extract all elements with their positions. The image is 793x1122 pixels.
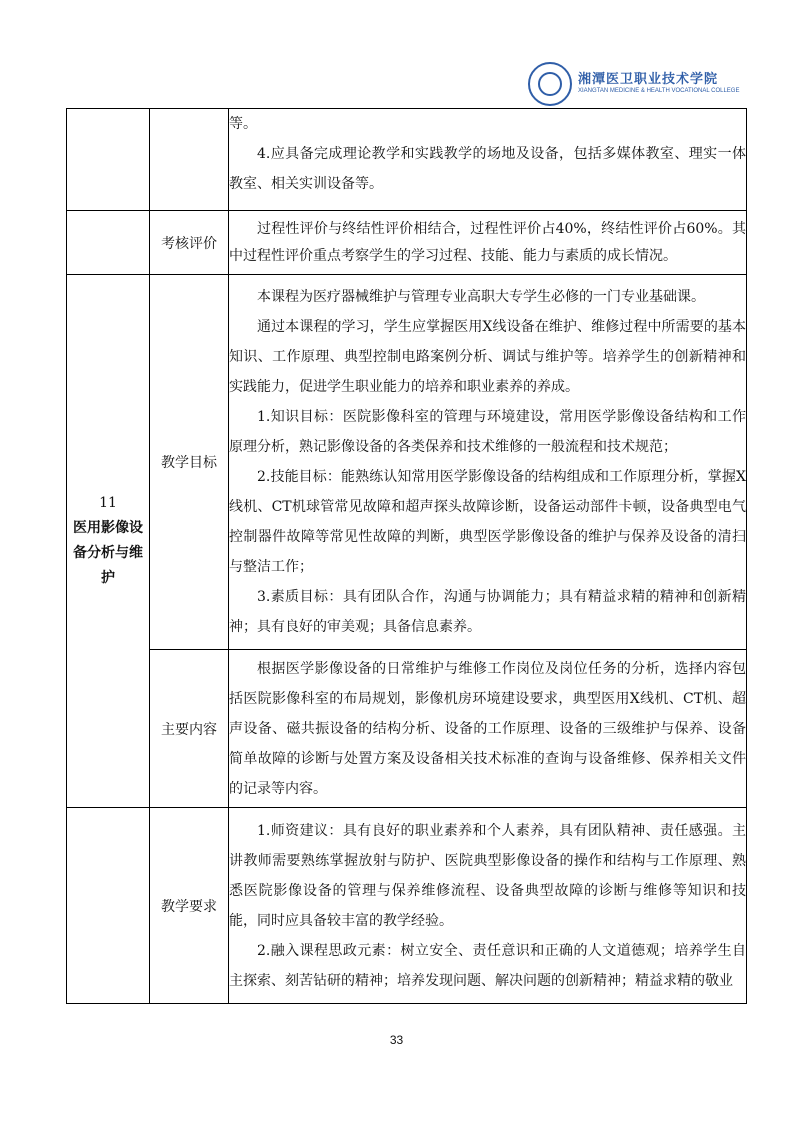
course-name-cell [67,275,150,808]
text-paragraph: 过程性评价与终结性评价相结合，过程性评价占40%，终结性评价占60%。其中过程性评价重点考察学生的学习过程、技能、能力与素质的成长情况。 [229,220,746,264]
college-logo [528,62,740,108]
text-paragraph: 通过本课程的学习，学生应掌握医用X线设备在维护、维修过程中所需要的基本知识、工作原理、典型控制电路案例分析、调试与维护等。培养学生的创新精神和实践能力，促进学生职业能力的培养和职业素养的养成。 [229,319,746,395]
course-name: 医用影像设备分析与维护 [73,520,143,586]
table-row-assessment [67,211,747,275]
empty-cell [67,109,150,211]
objectives-cell [229,275,747,650]
empty-cell [150,109,229,211]
requirements-cell [229,808,747,1004]
empty-cell [67,808,150,1004]
table-row-objectives [67,275,747,650]
text-paragraph: 根据医学影像设备的日常维护与维修工作岗位及岗位任务的分析，选择内容包括医院影像科室的布局规划，影像机房环境建设要求，典型医用X线机、CT机、超声设备、磁共振设备的结构分析、设备的工作原理、设备的三级维护与保养、设备简单故障的诊断与处置方案及设备相关技术标准的查询与设备维修、保养相关文件的记录等内容。 [229,660,746,797]
college-seal-icon [528,62,572,106]
page-number: 33 [389,1033,404,1047]
main-content-cell [229,650,747,808]
text-paragraph: 4.应具备完成理论教学和实践教学的场地及设备，包括多媒体教室、理实一体教室、相关实训设备等。 [229,146,746,192]
empty-cell [67,211,150,275]
requirements-label: 教学要求 [150,808,229,1004]
text-paragraph: 3.素质目标：具有团队合作，沟通与协调能力；具有精益求精的精神和创新精神；具有良好的审美观；具备信息素养。 [229,589,746,635]
main-content-label: 主要内容 [150,650,229,808]
assessment-label: 考核评价 [150,211,229,275]
text-paragraph: 2.技能目标：能熟练认知常用医学影像设备的结构组成和工作原理分析，掌握X线机、CT机球管常见故障和超声探头故障诊断，设备运动部件卡顿，设备典型电气控制器件故障等常见性故障的判断，典型医学影像设备的维护与保养及设备的清扫与整洁工作； [229,469,746,575]
table-row-requirements [67,808,747,1004]
text-paragraph: 1.知识目标：医院影像科室的管理与环境建设，常用医学影像设备结构和工作原理分析，熟记影像设备的各类保养和技术维修的一般流程和技术规范； [229,409,746,455]
table-row-top [67,109,747,211]
logo-chinese-name: 湘潭医卫职业技术学院 [578,72,719,87]
table-row-content [67,650,747,808]
text-paragraph: 1.师资建议：具有良好的职业素养和个人素养，具有团队精神、责任感强。主讲教师需要熟练掌握放射与防护、医院典型影像设备的操作和结构与工作原理、熟悉医院影像设备的管理与保养维修流程、设备典型故障的诊断与维修等知识和技能，同时应具备较丰富的教学经验。 [229,822,746,929]
text-line: 等。 [229,116,257,132]
course-number: 11 [99,495,117,511]
assessment-cell [229,211,747,275]
objectives-label: 教学目标 [150,275,229,650]
course-table [66,108,747,1004]
facilities-cell [229,109,747,211]
text-paragraph: 2.融入课程思政元素：树立安全、责任意识和正确的人文道德观；培养学生自主探索、刻苦钻研的精神；培养发现问题、解决问题的创新精神；精益求精的敬业 [229,942,746,989]
logo-english-name: XIANGTAN MEDICINE & HEALTH VOCATIONAL COLLEGE [578,88,740,94]
text-paragraph: 本课程为医疗器械维护与管理专业高职大专学生必修的一门专业基础课。 [257,289,705,305]
